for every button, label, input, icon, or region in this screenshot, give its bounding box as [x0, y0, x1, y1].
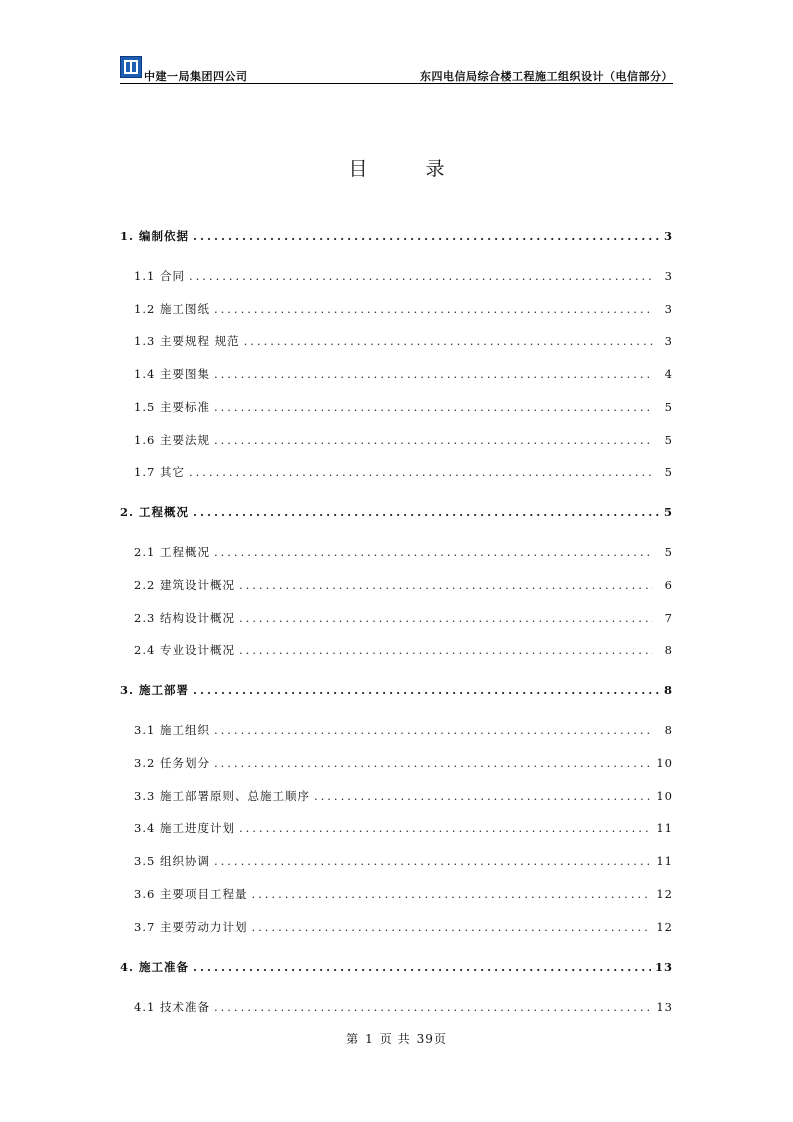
- toc-entry-page: 5: [664, 432, 673, 447]
- toc-subsection[interactable]: [120, 366, 673, 384]
- toc-entry-label: 3. 施工部署: [120, 683, 190, 698]
- toc-subsection[interactable]: [120, 577, 673, 595]
- toc-entry-page: 13: [656, 999, 673, 1014]
- toc-entry-label: 3.3 施工部署原则、总施工顺序: [134, 788, 310, 803]
- toc-entry-label: 2.1 工程概况: [134, 545, 210, 560]
- toc-entry-page: 11: [656, 854, 673, 869]
- toc-entry-label: 2. 工程概况: [120, 505, 190, 520]
- document-title: 东四电信局综合楼工程施工组织设计（电信部分）: [420, 70, 673, 83]
- toc-entry-label: 1.3 主要规程 规范: [134, 334, 240, 349]
- toc-subsection[interactable]: [120, 642, 673, 660]
- toc-entry-label: 1.1 合同: [134, 269, 185, 283]
- toc-dot-leader: [214, 367, 653, 381]
- toc-entry-label: 2.2 建筑设计概况: [134, 577, 235, 592]
- footer-total-pages: 39页: [416, 1032, 447, 1046]
- toc-subsection[interactable]: [120, 268, 673, 286]
- company-logo-icon: [120, 56, 142, 78]
- toc-subsection[interactable]: [120, 301, 673, 319]
- toc-entry-label: 1.7 其它: [134, 465, 185, 480]
- toc-dot-leader: [239, 643, 653, 657]
- toc-entry-label: 2.4 专业设计概况: [134, 643, 235, 658]
- toc-entry-label: 1.5 主要标准: [134, 399, 210, 414]
- toc-dot-leader: [214, 854, 652, 868]
- toc-entry-page: 13: [654, 959, 673, 974]
- toc-dot-leader: [214, 545, 653, 559]
- toc-dot-leader: [189, 269, 653, 283]
- toc-subsection[interactable]: [120, 919, 673, 937]
- toc-section[interactable]: [120, 504, 673, 522]
- toc-subsection[interactable]: [120, 788, 673, 806]
- toc-subsection[interactable]: [120, 432, 673, 450]
- footer-prefix: 第: [346, 1032, 360, 1046]
- toc-subsection[interactable]: [120, 853, 673, 871]
- toc-dot-leader: [214, 756, 652, 770]
- toc-entry-page: 7: [664, 610, 673, 625]
- toc-entry-page: 8: [664, 643, 673, 658]
- toc-dot-leader: [189, 465, 653, 479]
- toc-entry-page: 5: [664, 545, 673, 560]
- toc-entry-label: 1.6 主要法规: [134, 432, 210, 447]
- toc-entry-page: 4: [664, 367, 673, 382]
- toc-entry-page: 3: [664, 334, 673, 349]
- toc-dot-leader: [193, 683, 659, 697]
- toc-subsection[interactable]: [120, 544, 673, 562]
- toc-dot-leader: [193, 229, 659, 243]
- toc-entry-page: 11: [656, 821, 673, 836]
- toc-section[interactable]: [120, 959, 673, 977]
- toc-entry-page: 8: [664, 723, 673, 738]
- toc-entry-page: 5: [664, 399, 673, 414]
- toc-entry-page: 10: [656, 788, 673, 803]
- toc-dot-leader: [214, 723, 653, 737]
- toc-dot-leader: [239, 821, 652, 835]
- toc-dot-leader: [239, 611, 653, 625]
- toc-entry-label: 1.2 施工图纸: [134, 301, 210, 316]
- footer-middle: 页 共: [379, 1032, 411, 1046]
- toc-subsection[interactable]: [120, 820, 673, 838]
- toc-dot-leader: [314, 789, 652, 803]
- toc-entry-label: 4.1 技术准备: [134, 999, 210, 1014]
- toc-section[interactable]: [120, 682, 673, 700]
- toc-dot-leader: [193, 960, 651, 974]
- toc-subsection[interactable]: [120, 464, 673, 482]
- toc-entry-label: 3.5 组织协调: [134, 854, 210, 869]
- toc-dot-leader: [214, 433, 653, 447]
- toc-dot-leader: [251, 920, 652, 934]
- toc-entry-label: 1.4 主要图集: [134, 367, 210, 382]
- header-rule: [120, 83, 673, 84]
- toc-section[interactable]: [120, 228, 673, 246]
- toc-entry-page: 12: [656, 886, 673, 901]
- toc-entry-label: 1. 编制依据: [120, 229, 190, 243]
- toc-entry-page: 10: [656, 756, 673, 770]
- toc-entry-page: 12: [656, 919, 673, 934]
- toc-entry-page: 3: [664, 269, 673, 283]
- toc-subsection[interactable]: [120, 999, 673, 1017]
- toc-dot-leader: [251, 887, 652, 901]
- toc-subsection[interactable]: [120, 755, 673, 773]
- toc-entry-label: 4. 施工准备: [120, 959, 190, 974]
- toc-subsection[interactable]: [120, 722, 673, 740]
- page-header: [120, 56, 673, 84]
- toc-title: 目 录: [348, 158, 471, 180]
- toc-entry-label: 3.4 施工进度计划: [134, 821, 235, 836]
- toc-subsection[interactable]: [120, 610, 673, 628]
- toc-entry-page: 5: [663, 505, 673, 520]
- company-name: 中建一局集团四公司: [144, 70, 248, 83]
- toc-dot-leader: [193, 505, 659, 519]
- toc-dot-leader: [214, 400, 653, 414]
- toc-subsection[interactable]: [120, 399, 673, 417]
- toc-entry-label: 3.1 施工组织: [134, 723, 210, 738]
- toc-dot-leader: [244, 334, 653, 348]
- toc-entry-page: 3: [664, 301, 673, 316]
- toc-dot-leader: [239, 578, 653, 592]
- toc-entry-page: 8: [663, 683, 673, 698]
- toc-dot-leader: [214, 302, 653, 316]
- toc-entry-label: 3.7 主要劳动力计划: [134, 919, 248, 934]
- toc-entry-label: 2.3 结构设计概况: [134, 610, 235, 625]
- toc-entry-page: 6: [664, 577, 673, 592]
- toc-subsection[interactable]: [120, 886, 673, 904]
- toc-dot-leader: [214, 1000, 652, 1014]
- footer-page-number: 1: [365, 1032, 374, 1046]
- toc-subsection[interactable]: [120, 333, 673, 351]
- page-footer: [0, 1030, 793, 1047]
- toc-entry-label: 3.2 任务划分: [134, 756, 210, 770]
- toc-entry-page: 5: [664, 465, 673, 480]
- toc-entry-page: 3: [663, 229, 673, 243]
- toc-entry-label: 3.6 主要项目工程量: [134, 886, 248, 901]
